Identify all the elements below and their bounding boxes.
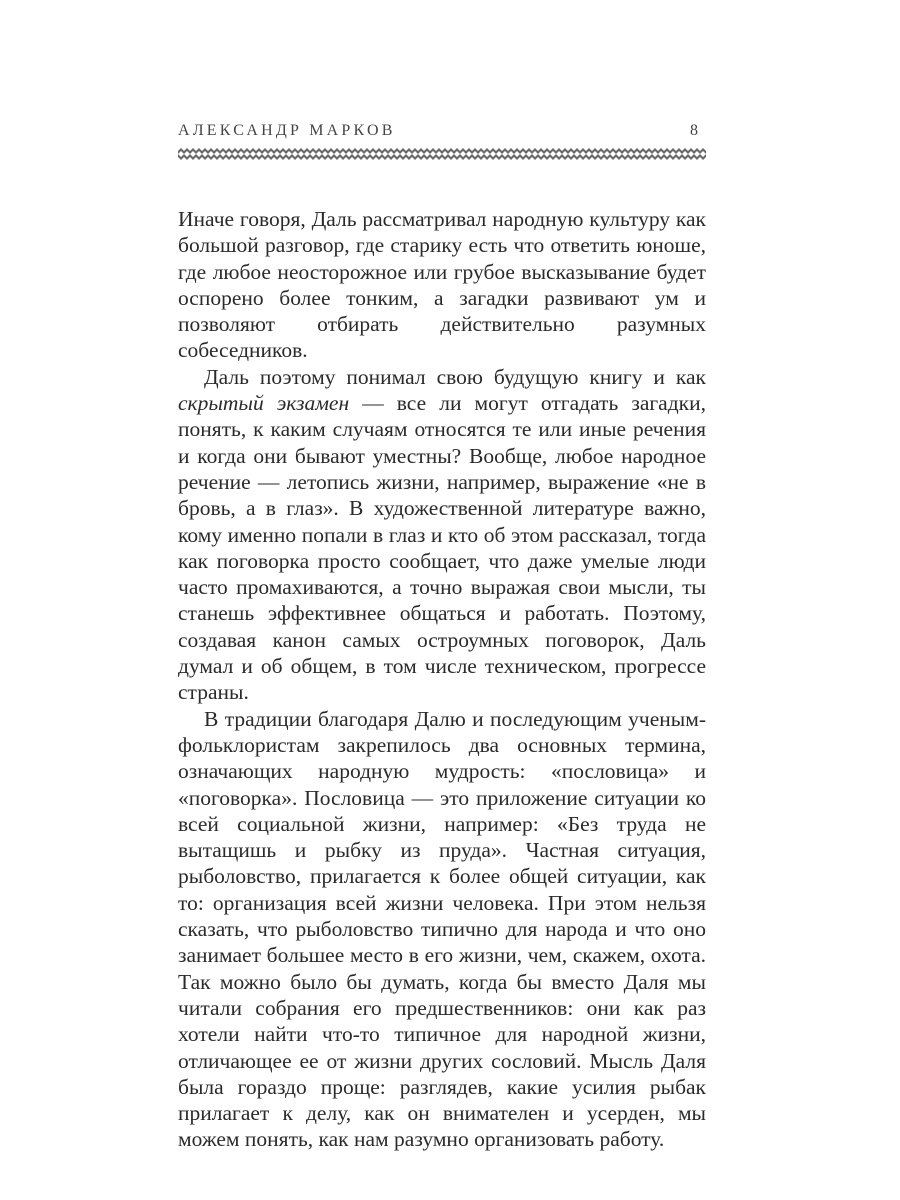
paragraph-2-text-after: — все ли могут отгадать загадки, понять, к каким случаям относятся те или иные речения и когда они бывают уместны? Вообще, любое народное речение — летопись жизни, например, выражение «не в бровь, а в глаз». В художественной литературе важно, кому именно попали в глаз и кто об этом рассказал, тогда как поговорка просто сообщает, что даже умелые люди часто промахиваются, а точно выражая свои мысли, ты станешь эффективнее общаться и работать. Поэтому, создавая канон самых остроумных поговорок, Даль думал и об общем, в том числе техническом, прогрессе страны.: [178, 391, 706, 705]
paragraph-2: [178, 364, 706, 706]
paragraph-2-text-before: Даль поэтому понимал свою будущую книгу и как: [204, 364, 706, 389]
zigzag-ornament-divider: [178, 148, 706, 160]
paragraph-2-emphasis: скрытый экзамен: [178, 391, 350, 416]
page-number: 8: [690, 122, 698, 139]
running-head: [178, 122, 706, 146]
book-page: [178, 0, 706, 1200]
paragraph-1: [178, 206, 706, 364]
body-text: [178, 206, 706, 1153]
paragraph-3-text: В традиции благодаря Далю и последующим ученым-фольклористам закрепилось два основных термина, означающих народную мудрость: «пословица» и «поговорка». Пословица — это приложение ситуации ко всей социальной жизни, например: «Без труда не вытащишь и рыбку из пруда». Частная ситуация, рыболовство, прилагается к более общей ситуации, как то: организация всей жизни человека. При этом нельзя сказать, что рыболовство типично для народа и что оно занимает большее место в его жизни, чем, скажем, охота. Так можно было бы думать, когда бы вместо Даля мы читали собрания его предшественников: они как раз хотели найти что-то типичное для народной жизни, отличающее ее от жизни других сословий. Мысль Даля была гораздо проще: разглядев, какие усилия рыбак прилагает к делу, как он внимателен и усерден, мы можем понять, как нам разумно организовать работу.: [178, 706, 706, 1152]
paragraph-1-text: Иначе говоря, Даль рассматривал народную культуру как большой разговор, где старику есть что ответить юноше, где любое неосторожное или грубое высказывание будет оспорено более тонким, а загадки развивают ум и позволяют отбирать действительно разумных собеседников.: [178, 207, 706, 363]
paragraph-3: [178, 706, 706, 1153]
author-name: АЛЕКСАНДР МАРКОВ: [178, 122, 396, 139]
